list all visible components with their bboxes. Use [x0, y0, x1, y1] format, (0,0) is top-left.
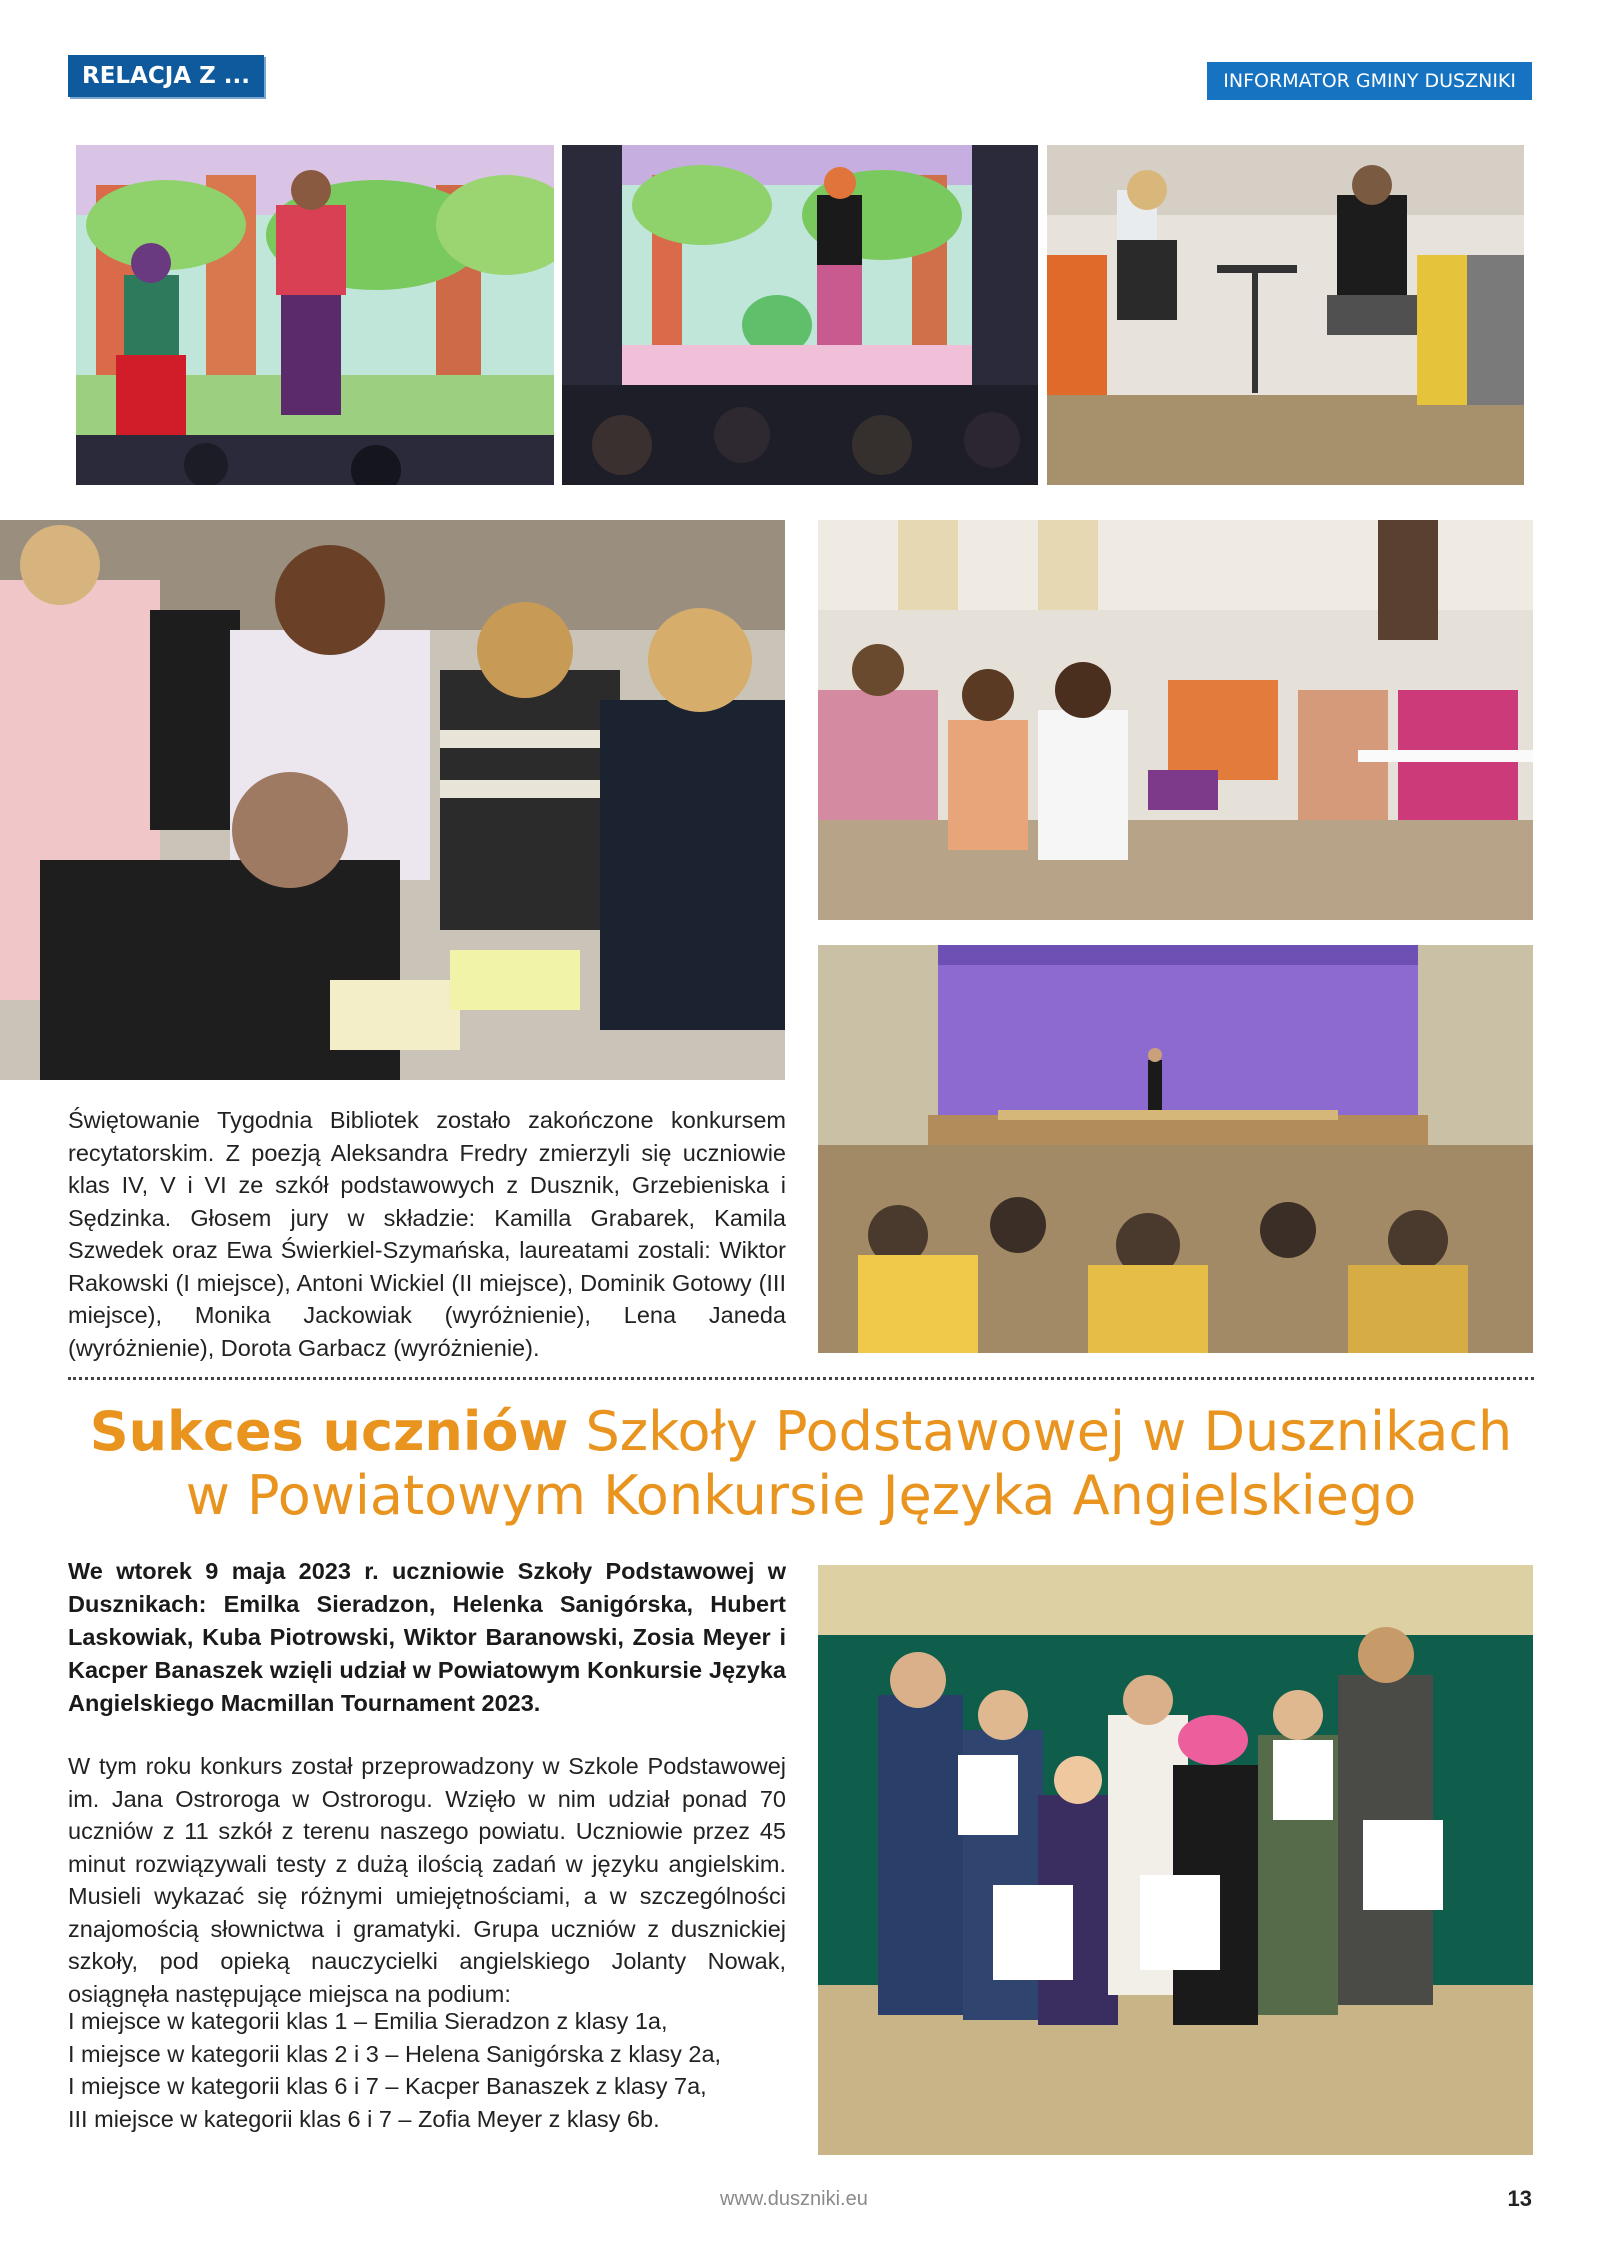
headline-bold-part: Sukces uczniów [89, 1400, 569, 1463]
author-signing-books-photo [0, 520, 785, 1080]
article-headline [68, 1400, 1534, 1528]
stage-recitation-photo [818, 945, 1533, 1353]
page-number: 13 [1507, 2186, 1532, 2211]
footer-website: www.duszniki.eu [720, 2188, 868, 2210]
students-with-diplomas-photo [818, 1565, 1533, 2155]
list-item: I miejsce w kategorii klas 1 – Emilia Sieradzon z klasy 1a, [68, 2008, 668, 2034]
recitation-contest-caption: Świętowanie Tygodnia Bibliotek zostało zakończone konkursem recytatorskim. Z poezją Aleksandra Fredry zmierzyli się uczniowie klas IV, V i VI ze szkół podstawowych z Dusznik, Grzebieniska i Sędzinka. Głosem jury w składzie: Kamilla Grabarek, Kamila Szwedek oraz Ewa Świerkiel-Szymańska, laureatami zostali: Wiktor Rakowski (I miejsce), Antoni Wickiel (II miejsce), Dominik Gotowy (III miejsce), Monika Jackowiak (wyróżnienie), Lena Janeda (wyróżnienie), Dorota Garbacz (wyróżnienie). [68, 1107, 786, 1361]
podium-places-list [68, 2005, 786, 2135]
section-divider [68, 1377, 1534, 1380]
audience-hall-photo [818, 520, 1533, 920]
headline-line2: w Powiatowym Konkursie Języka Angielskiego [185, 1464, 1417, 1527]
theater-performance-photo [76, 145, 554, 485]
publication-tag: INFORMATOR GMINY DUSZNIKI [1207, 62, 1532, 100]
panel-discussion-photo [1047, 145, 1524, 485]
list-item: I miejsce w kategorii klas 6 i 7 – Kacper Banaszek z klasy 7a, [68, 2073, 707, 2099]
list-item: I miejsce w kategorii klas 2 i 3 – Helena Sanigórska z klasy 2a, [68, 2040, 722, 2067]
stage-puppet-photo [562, 145, 1038, 485]
list-item: III miejsce w kategorii klas 6 i 7 – Zofia Meyer z klasy 6b. [68, 2105, 660, 2132]
headline-line1-rest: Szkoły Podstawowej w Dusznikach [568, 1400, 1513, 1463]
section-tag: RELACJA Z ... [68, 55, 264, 97]
article-lead: We wtorek 9 maja 2023 r. uczniowie Szkoły Podstawowej w Dusznikach: Emilka Sieradzon, Helenka Sanigórska, Hubert Laskowiak, Kuba Piotrowski, Wiktor Baranowski, Zosia Meyer i Kacper Banaszek wzięli udział w Powiatowym Konkursie Języka Angielskiego Macmillan Tournament 2023. [68, 1558, 786, 1716]
article-body: W tym roku konkurs został przeprowadzony w Szkole Podstawowej im. Jana Ostroroga w Ostrorogu. Wzięło w nim udział ponad 70 uczniów z 11 szkół z terenu naszego powiatu. Uczniowie przez 45 minut rozwiązywali testy z dużą ilością zadań w języku angielskim. Musieli wykazać się różnymi umiejętnościami, a w szczególności znajomością słownictwa i gramatyki. Grupa uczniów z dusznickiej szkoły, pod opieką nauczycielki angielskiego Jolanty Nowak, osiągnęła następujące miejsca na podium: [68, 1753, 786, 2007]
